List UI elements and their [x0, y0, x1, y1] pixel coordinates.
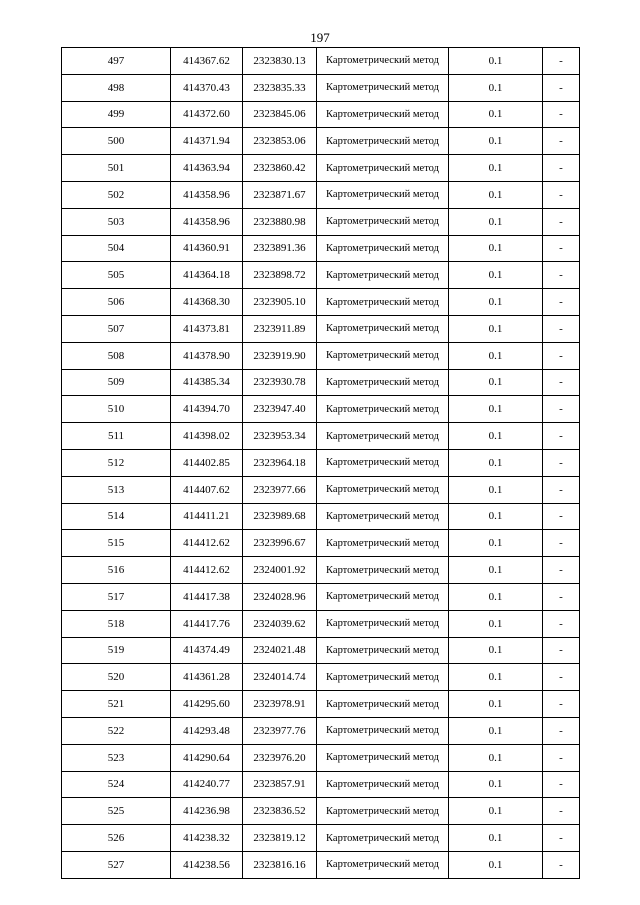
- table-row: [62, 771, 580, 798]
- point-number-cell: 506: [62, 289, 171, 316]
- y-coordinate-cell: 2323953.34: [243, 423, 317, 450]
- note-cell: -: [543, 583, 580, 610]
- y-coordinate-cell: 2323919.90: [243, 342, 317, 369]
- point-number-cell: 520: [62, 664, 171, 691]
- note-cell: -: [543, 155, 580, 182]
- table-row: [62, 530, 580, 557]
- method-cell: Картометрический метод: [317, 48, 449, 75]
- x-coordinate-cell: 414363.94: [171, 155, 243, 182]
- note-cell: -: [543, 503, 580, 530]
- x-coordinate-cell: 414238.32: [171, 825, 243, 852]
- method-cell: Картометрический метод: [317, 208, 449, 235]
- y-coordinate-cell: 2324028.96: [243, 583, 317, 610]
- accuracy-cell: 0.1: [449, 691, 543, 718]
- point-number-cell: 512: [62, 449, 171, 476]
- note-cell: -: [543, 744, 580, 771]
- point-number-cell: 497: [62, 48, 171, 75]
- point-number-cell: 510: [62, 396, 171, 423]
- y-coordinate-cell: 2323819.12: [243, 825, 317, 852]
- note-cell: -: [543, 181, 580, 208]
- accuracy-cell: 0.1: [449, 235, 543, 262]
- y-coordinate-cell: 2323976.20: [243, 744, 317, 771]
- y-coordinate-cell: 2323911.89: [243, 315, 317, 342]
- table-row: [62, 48, 580, 75]
- table-row: [62, 128, 580, 155]
- point-number-cell: 502: [62, 181, 171, 208]
- method-cell: Картометрический метод: [317, 449, 449, 476]
- point-number-cell: 508: [62, 342, 171, 369]
- method-cell: Картометрический метод: [317, 369, 449, 396]
- method-cell: Картометрический метод: [317, 101, 449, 128]
- x-coordinate-cell: 414370.43: [171, 74, 243, 101]
- method-cell: Картометрический метод: [317, 423, 449, 450]
- x-coordinate-cell: 414378.90: [171, 342, 243, 369]
- point-number-cell: 525: [62, 798, 171, 825]
- y-coordinate-cell: 2324039.62: [243, 610, 317, 637]
- accuracy-cell: 0.1: [449, 744, 543, 771]
- accuracy-cell: 0.1: [449, 289, 543, 316]
- table-row: [62, 423, 580, 450]
- method-cell: Картометрический метод: [317, 583, 449, 610]
- note-cell: -: [543, 610, 580, 637]
- note-cell: -: [543, 289, 580, 316]
- point-number-cell: 523: [62, 744, 171, 771]
- accuracy-cell: 0.1: [449, 664, 543, 691]
- accuracy-cell: 0.1: [449, 342, 543, 369]
- point-number-cell: 507: [62, 315, 171, 342]
- table-row: [62, 744, 580, 771]
- y-coordinate-cell: 2324001.92: [243, 557, 317, 584]
- table-row: [62, 583, 580, 610]
- method-cell: Картометрический метод: [317, 717, 449, 744]
- point-number-cell: 526: [62, 825, 171, 852]
- method-cell: Картометрический метод: [317, 691, 449, 718]
- note-cell: -: [543, 315, 580, 342]
- table-row: [62, 637, 580, 664]
- point-number-cell: 518: [62, 610, 171, 637]
- note-cell: -: [543, 664, 580, 691]
- note-cell: -: [543, 369, 580, 396]
- x-coordinate-cell: 414295.60: [171, 691, 243, 718]
- accuracy-cell: 0.1: [449, 101, 543, 128]
- note-cell: -: [543, 637, 580, 664]
- x-coordinate-cell: 414372.60: [171, 101, 243, 128]
- x-coordinate-cell: 414358.96: [171, 181, 243, 208]
- note-cell: -: [543, 101, 580, 128]
- method-cell: Картометрический метод: [317, 235, 449, 262]
- point-number-cell: 504: [62, 235, 171, 262]
- x-coordinate-cell: 414290.64: [171, 744, 243, 771]
- point-number-cell: 498: [62, 74, 171, 101]
- point-number-cell: 521: [62, 691, 171, 718]
- x-coordinate-cell: 414385.34: [171, 369, 243, 396]
- accuracy-cell: 0.1: [449, 825, 543, 852]
- x-coordinate-cell: 414374.49: [171, 637, 243, 664]
- x-coordinate-cell: 414371.94: [171, 128, 243, 155]
- y-coordinate-cell: 2323830.13: [243, 48, 317, 75]
- y-coordinate-cell: 2323977.66: [243, 476, 317, 503]
- x-coordinate-cell: 414238.56: [171, 851, 243, 878]
- point-number-cell: 499: [62, 101, 171, 128]
- note-cell: -: [543, 74, 580, 101]
- x-coordinate-cell: 414236.98: [171, 798, 243, 825]
- note-cell: -: [543, 476, 580, 503]
- y-coordinate-cell: 2323978.91: [243, 691, 317, 718]
- table-row: [62, 825, 580, 852]
- method-cell: Картометрический метод: [317, 128, 449, 155]
- accuracy-cell: 0.1: [449, 557, 543, 584]
- method-cell: Картометрический метод: [317, 637, 449, 664]
- y-coordinate-cell: 2323853.06: [243, 128, 317, 155]
- x-coordinate-cell: 414373.81: [171, 315, 243, 342]
- table-row: [62, 717, 580, 744]
- point-number-cell: 515: [62, 530, 171, 557]
- x-coordinate-cell: 414412.62: [171, 530, 243, 557]
- coordinates-table: [61, 47, 580, 879]
- table-row: [62, 342, 580, 369]
- accuracy-cell: 0.1: [449, 155, 543, 182]
- point-number-cell: 524: [62, 771, 171, 798]
- y-coordinate-cell: 2323857.91: [243, 771, 317, 798]
- point-number-cell: 511: [62, 423, 171, 450]
- y-coordinate-cell: 2323964.18: [243, 449, 317, 476]
- y-coordinate-cell: 2323905.10: [243, 289, 317, 316]
- method-cell: Картометрический метод: [317, 396, 449, 423]
- method-cell: Картометрический метод: [317, 342, 449, 369]
- y-coordinate-cell: 2323930.78: [243, 369, 317, 396]
- method-cell: Картометрический метод: [317, 851, 449, 878]
- accuracy-cell: 0.1: [449, 637, 543, 664]
- method-cell: Картометрический метод: [317, 155, 449, 182]
- table-row: [62, 181, 580, 208]
- accuracy-cell: 0.1: [449, 423, 543, 450]
- note-cell: -: [543, 48, 580, 75]
- method-cell: Картометрический метод: [317, 610, 449, 637]
- x-coordinate-cell: 414398.02: [171, 423, 243, 450]
- method-cell: Картометрический метод: [317, 530, 449, 557]
- note-cell: -: [543, 798, 580, 825]
- note-cell: -: [543, 691, 580, 718]
- note-cell: -: [543, 825, 580, 852]
- accuracy-cell: 0.1: [449, 181, 543, 208]
- table-row: [62, 691, 580, 718]
- point-number-cell: 509: [62, 369, 171, 396]
- y-coordinate-cell: 2323860.42: [243, 155, 317, 182]
- note-cell: -: [543, 262, 580, 289]
- table-row: [62, 369, 580, 396]
- x-coordinate-cell: 414417.38: [171, 583, 243, 610]
- x-coordinate-cell: 414240.77: [171, 771, 243, 798]
- x-coordinate-cell: 414412.62: [171, 557, 243, 584]
- accuracy-cell: 0.1: [449, 369, 543, 396]
- page-number: 197: [310, 30, 330, 45]
- method-cell: Картометрический метод: [317, 557, 449, 584]
- point-number-cell: 522: [62, 717, 171, 744]
- accuracy-cell: 0.1: [449, 208, 543, 235]
- accuracy-cell: 0.1: [449, 583, 543, 610]
- y-coordinate-cell: 2323989.68: [243, 503, 317, 530]
- method-cell: Картометрический метод: [317, 262, 449, 289]
- x-coordinate-cell: 414407.62: [171, 476, 243, 503]
- table-row: [62, 610, 580, 637]
- table-row: [62, 798, 580, 825]
- accuracy-cell: 0.1: [449, 476, 543, 503]
- y-coordinate-cell: 2323947.40: [243, 396, 317, 423]
- y-coordinate-cell: 2323891.36: [243, 235, 317, 262]
- accuracy-cell: 0.1: [449, 449, 543, 476]
- x-coordinate-cell: 414402.85: [171, 449, 243, 476]
- accuracy-cell: 0.1: [449, 798, 543, 825]
- accuracy-cell: 0.1: [449, 771, 543, 798]
- table-row: [62, 503, 580, 530]
- accuracy-cell: 0.1: [449, 262, 543, 289]
- accuracy-cell: 0.1: [449, 128, 543, 155]
- point-number-cell: 505: [62, 262, 171, 289]
- y-coordinate-cell: 2323871.67: [243, 181, 317, 208]
- x-coordinate-cell: 414394.70: [171, 396, 243, 423]
- table-row: [62, 396, 580, 423]
- y-coordinate-cell: 2324014.74: [243, 664, 317, 691]
- accuracy-cell: 0.1: [449, 530, 543, 557]
- method-cell: Картометрический метод: [317, 798, 449, 825]
- point-number-cell: 500: [62, 128, 171, 155]
- note-cell: -: [543, 449, 580, 476]
- point-number-cell: 517: [62, 583, 171, 610]
- point-number-cell: 516: [62, 557, 171, 584]
- accuracy-cell: 0.1: [449, 396, 543, 423]
- x-coordinate-cell: 414360.91: [171, 235, 243, 262]
- note-cell: -: [543, 235, 580, 262]
- method-cell: Картометрический метод: [317, 476, 449, 503]
- method-cell: Картометрический метод: [317, 771, 449, 798]
- accuracy-cell: 0.1: [449, 610, 543, 637]
- x-coordinate-cell: 414361.28: [171, 664, 243, 691]
- accuracy-cell: 0.1: [449, 48, 543, 75]
- note-cell: -: [543, 342, 580, 369]
- method-cell: Картометрический метод: [317, 74, 449, 101]
- y-coordinate-cell: 2323880.98: [243, 208, 317, 235]
- note-cell: -: [543, 771, 580, 798]
- y-coordinate-cell: 2323835.33: [243, 74, 317, 101]
- accuracy-cell: 0.1: [449, 315, 543, 342]
- table-row: [62, 851, 580, 878]
- table-row: [62, 155, 580, 182]
- x-coordinate-cell: 414364.18: [171, 262, 243, 289]
- method-cell: Картометрический метод: [317, 664, 449, 691]
- point-number-cell: 527: [62, 851, 171, 878]
- method-cell: Картометрический метод: [317, 181, 449, 208]
- point-number-cell: 513: [62, 476, 171, 503]
- table-row: [62, 262, 580, 289]
- y-coordinate-cell: 2323898.72: [243, 262, 317, 289]
- x-coordinate-cell: 414358.96: [171, 208, 243, 235]
- table-row: [62, 208, 580, 235]
- point-number-cell: 519: [62, 637, 171, 664]
- note-cell: -: [543, 208, 580, 235]
- method-cell: Картометрический метод: [317, 744, 449, 771]
- y-coordinate-cell: 2323845.06: [243, 101, 317, 128]
- note-cell: -: [543, 128, 580, 155]
- point-number-cell: 501: [62, 155, 171, 182]
- table-row: [62, 557, 580, 584]
- accuracy-cell: 0.1: [449, 503, 543, 530]
- method-cell: Картометрический метод: [317, 825, 449, 852]
- method-cell: Картометрический метод: [317, 315, 449, 342]
- note-cell: -: [543, 423, 580, 450]
- note-cell: -: [543, 557, 580, 584]
- table-row: [62, 476, 580, 503]
- x-coordinate-cell: 414368.30: [171, 289, 243, 316]
- table-row: [62, 449, 580, 476]
- table-row: [62, 289, 580, 316]
- y-coordinate-cell: 2323836.52: [243, 798, 317, 825]
- accuracy-cell: 0.1: [449, 717, 543, 744]
- note-cell: -: [543, 396, 580, 423]
- x-coordinate-cell: 414293.48: [171, 717, 243, 744]
- y-coordinate-cell: 2323977.76: [243, 717, 317, 744]
- note-cell: -: [543, 717, 580, 744]
- table-row: [62, 74, 580, 101]
- x-coordinate-cell: 414367.62: [171, 48, 243, 75]
- note-cell: -: [543, 851, 580, 878]
- y-coordinate-cell: 2324021.48: [243, 637, 317, 664]
- note-cell: -: [543, 530, 580, 557]
- method-cell: Картометрический метод: [317, 289, 449, 316]
- point-number-cell: 514: [62, 503, 171, 530]
- y-coordinate-cell: 2323816.16: [243, 851, 317, 878]
- coordinates-table-body: [62, 48, 580, 879]
- x-coordinate-cell: 414417.76: [171, 610, 243, 637]
- method-cell: Картометрический метод: [317, 503, 449, 530]
- y-coordinate-cell: 2323996.67: [243, 530, 317, 557]
- accuracy-cell: 0.1: [449, 74, 543, 101]
- table-row: [62, 315, 580, 342]
- table-row: [62, 101, 580, 128]
- table-row: [62, 664, 580, 691]
- point-number-cell: 503: [62, 208, 171, 235]
- table-row: [62, 235, 580, 262]
- x-coordinate-cell: 414411.21: [171, 503, 243, 530]
- accuracy-cell: 0.1: [449, 851, 543, 878]
